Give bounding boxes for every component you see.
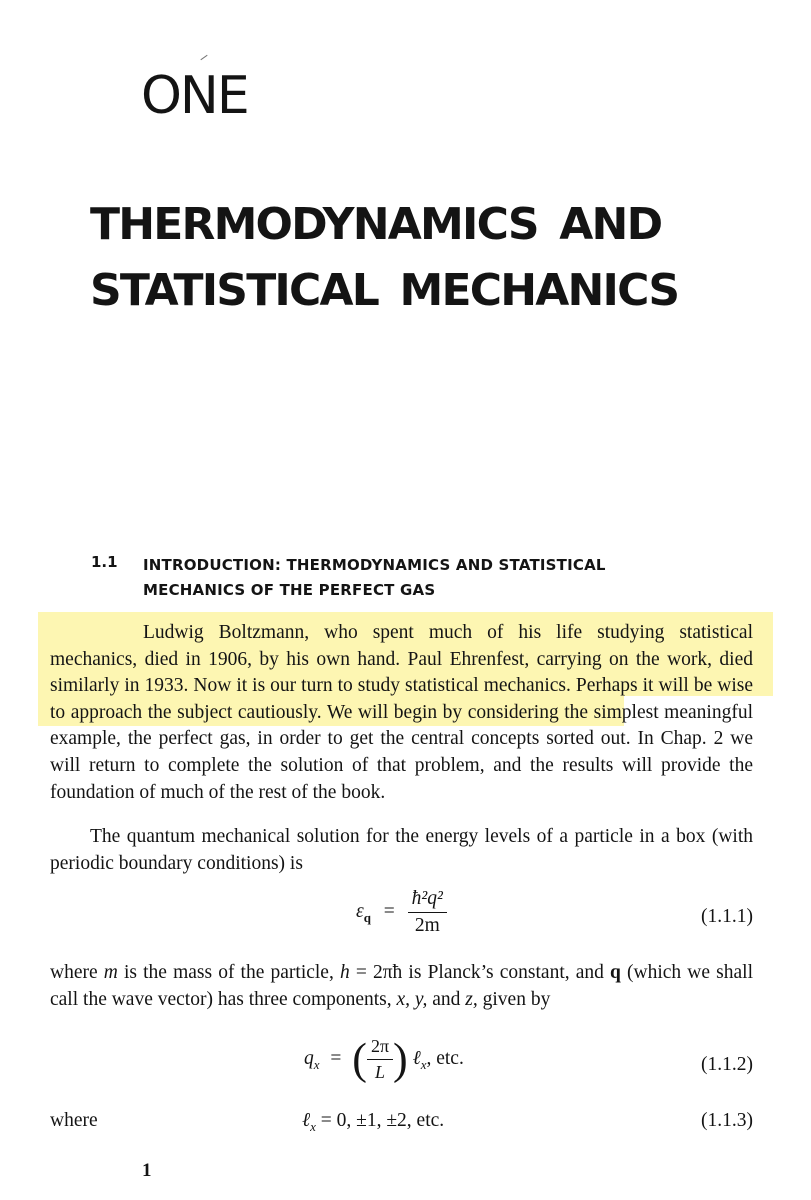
equation-number-1-1-3: (1.1.3) — [701, 1110, 753, 1131]
lx-symbol: ℓ — [302, 1110, 311, 1131]
p3-text-5: given by — [477, 988, 551, 1010]
chapter-number: ONE — [141, 66, 248, 126]
mass-symbol: m — [103, 962, 118, 983]
equation-number-1-1-2: (1.1.2) — [701, 1054, 753, 1075]
paragraph-continuation: We will begin by considering the simplest meaningful example, the perfect gas, in order to get the central concepts sorted out. In Chap. 2 we will return to complete the solution of that problem, and the results will provide the foundation of much of the rest of the book. — [50, 701, 753, 803]
chapter-title — [90, 192, 678, 324]
equation-1-1-2: $q_x$ = ( $\frac{2\pi}{L}$ ) ℓ$_x$, etc. — [304, 1034, 464, 1084]
fraction-numerator: ħ²q² — [408, 888, 447, 913]
fraction-numerator: 2π — [367, 1036, 393, 1060]
fraction-denominator: 2m — [414, 915, 440, 936]
epsilon-symbol: ε — [356, 900, 364, 922]
where-label: where — [50, 1110, 98, 1131]
section-title-line-2: MECHANICS OF THE PERFECT GAS — [143, 581, 436, 599]
stray-pen-mark — [200, 55, 207, 60]
fraction-denominator: L — [374, 1062, 385, 1082]
lx-values: = 0, ±1, ±2, etc. — [320, 1110, 445, 1131]
section-number: 1.1 — [91, 553, 118, 571]
qx-symbol: q — [304, 1047, 314, 1069]
wave-vector-paragraph — [50, 960, 753, 1013]
p3-text-3: = 2πħ is Planck’s constant, and — [349, 962, 611, 983]
equation-1-1-3 — [302, 1110, 444, 1135]
energy-levels-paragraph — [50, 824, 753, 877]
equation-1-1-1: $\varepsilon_q$ = $\frac{\text{ħ²q²}}{2m}$ — [356, 888, 447, 937]
qx-subscript: x — [313, 1056, 320, 1072]
chapter-title-line-2: STATISTICAL MECHANICS — [90, 265, 679, 316]
equation-number-1-1-1: (1.1.1) — [701, 906, 753, 927]
lx-subscript: x — [420, 1056, 427, 1072]
lx-symbol: ℓ — [412, 1047, 421, 1069]
energy-fraction — [408, 888, 447, 937]
xyz-symbols: x, y, — [396, 988, 428, 1010]
planck-symbol: h — [339, 962, 350, 983]
p3-text-and: and — [427, 988, 466, 1010]
section-title-line-1: INTRODUCTION: THERMODYNAMICS AND STATISTICAL — [143, 556, 606, 574]
z-symbol: z, — [465, 988, 478, 1010]
lx-subscript: x — [310, 1118, 316, 1134]
p3-text-1: where — [50, 962, 104, 983]
section-title — [143, 553, 606, 603]
highlighted-text[interactable]: Ludwig Boltzmann, who spent much of his life studying statistical mechanics, died in 1906, by his own hand. Paul Ehrenfest, carrying on the work, died similarly in 1933. Now it is our turn to study statistical mechanics. Perhaps it will be wise to approach the subject cautiously. — [50, 622, 753, 723]
p3-text-2: is the mass of the particle, — [117, 962, 340, 983]
etc-text: , etc. — [426, 1047, 464, 1069]
epsilon-subscript: q — [363, 909, 371, 925]
energy-levels-text: The quantum mechanical solution for the energy levels of a particle in a box (with periodic boundary conditions) is — [50, 826, 753, 874]
wave-vector-symbol: q — [610, 962, 621, 983]
chapter-title-line-1: THERMODYNAMICS AND — [90, 199, 662, 250]
page-number: 1 — [142, 1160, 152, 1181]
wavenumber-fraction — [367, 1036, 393, 1083]
p3-text-4: (which we shall call the wave vector) has three components, — [50, 962, 753, 1010]
intro-paragraph — [50, 620, 753, 806]
